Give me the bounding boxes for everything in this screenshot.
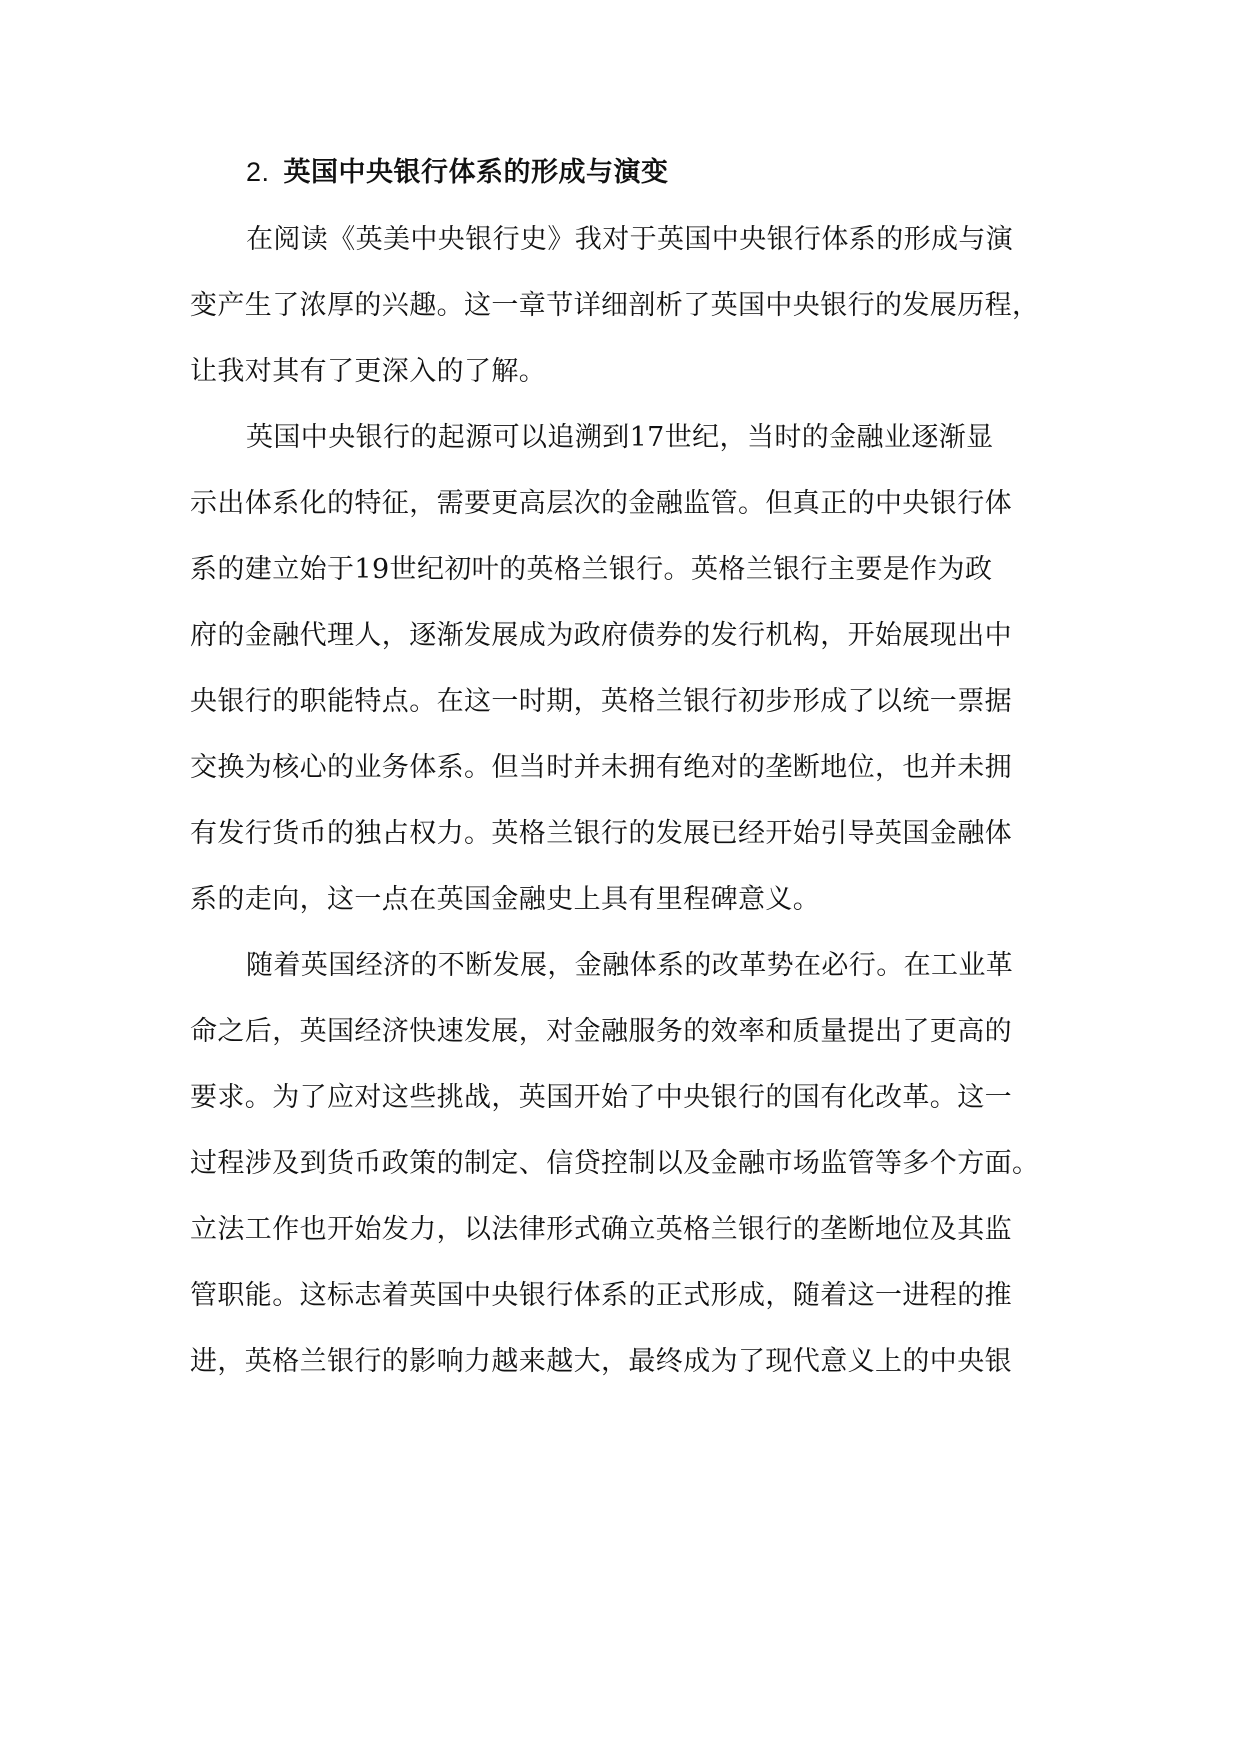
text-line: 示出体系化的特征，需要更高层次的金融监管。但真正的中央银行体 <box>190 488 1012 519</box>
text-line: 要求。为了应对这些挑战，英国开始了中央银行的国有化改革。这一 <box>190 1082 1012 1113</box>
text-line: 英国中央银行的起源可以追溯到17世纪，当时的金融业逐渐显 <box>246 422 994 453</box>
section-number: 2. <box>246 157 270 187</box>
text-line: 立法工作也开始发力，以法律形式确立英格兰银行的垄断地位及其监 <box>190 1214 1012 1245</box>
text-line: 府的金融代理人，逐渐发展成为政府债券的发行机构，开始展现出中 <box>190 620 1012 651</box>
text-line: 交换为核心的业务体系。但当时并未拥有绝对的垄断地位，也并未拥 <box>190 752 1012 783</box>
text-line: 过程涉及到货币政策的制定、信贷控制以及金融市场监管等多个方面。 <box>190 1148 1040 1179</box>
section-title: 英国中央银行体系的形成与演变 <box>283 157 669 188</box>
text-line: 随着英国经济的不断发展，金融体系的改革势在必行。在工业革 <box>246 950 1014 981</box>
text-line: 系的走向，这一点在英国金融史上具有里程碑意义。 <box>190 884 821 915</box>
text-line: 让我对其有了更深入的了解。 <box>190 356 547 387</box>
section-heading <box>246 150 1086 195</box>
text-line: 进，英格兰银行的影响力越来越大，最终成为了现代意义上的中央银 <box>190 1346 1012 1377</box>
text-line: 央银行的职能特点。在这一时期，英格兰银行初步形成了以统一票据 <box>190 686 1012 717</box>
text-line: 命之后，英国经济快速发展，对金融服务的效率和质量提出了更高的 <box>190 1016 1012 1047</box>
text-line: 在阅读《英美中央银行史》我对于英国中央银行体系的形成与演 <box>246 224 1014 255</box>
text-line: 变产生了浓厚的兴趣。这一章节详细剖析了英国中央银行的发展历程， <box>190 290 1040 321</box>
text-line: 有发行货币的独占权力。英格兰银行的发展已经开始引导英国金融体 <box>190 818 1012 849</box>
text-line: 系的建立始于19世纪初叶的英格兰银行。英格兰银行主要是作为政 <box>190 554 993 585</box>
text-line: 管职能。这标志着英国中央银行体系的正式形成，随着这一进程的推 <box>190 1280 1012 1311</box>
